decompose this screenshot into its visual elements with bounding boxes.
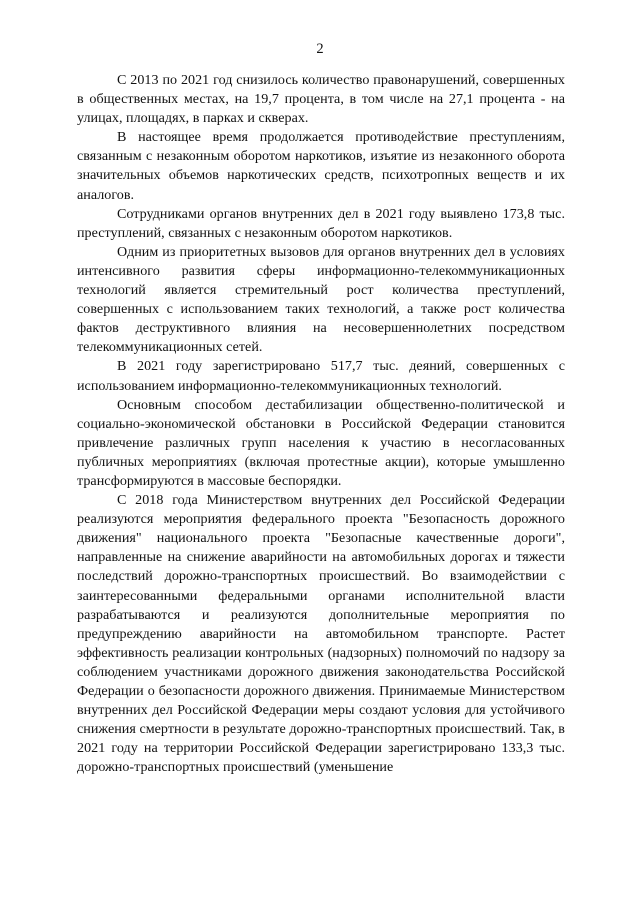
paragraph-ict-crime-challenge: Одним из приоритетных вызовов для органов внутренних дел в условиях интенсивного развития сферы информационно-телекоммуникационных технологий является стремительный рост количества преступлений, совершенных с использованием таких технологий, а также рост количества фактов деструктивного влияния на несовершеннолетних посредством телекоммуникационных сетей. xyxy=(77,243,565,356)
paragraph-destabilization: Основным способом дестабилизации общественно-политической и социально-экономической обстановки в Российской Федерации становится привлечение различных групп населения к участию в несогласованных публичных мероприятиях (включая протестные акции), которые умышленно трансформируются в массовые беспорядки. xyxy=(77,396,565,489)
paragraph-road-safety-project: С 2018 года Министерством внутренних дел Российской Федерации реализуются мероприятия федерального проекта "Безопасность дорожного движения" национального проекта "Безопасные качественные дороги", направленные на снижение аварийности на автомобильных дорогах и тяжести последствий дорожно-транспортных происшествий. Во взаимодействии с заинтересованными федеральными органами исполнительной власти разрабатываются и реализуются дополнительные мероприятия по предупреждению аварийности на автомобильном транспорте. Растет эффективность реализации контрольных (надзорных) полномочий по надзору за соблюдением участниками дорожного движения законодательства Российской Федерации о безопасности дорожного движения. Принимаемые Министерством внутренних дел Российской Федерации меры создают условия для устойчивого снижения смертности в результате дорожно-транспортных происшествий. Так, в 2021 году на территории Российской Федерации зарегистрировано 133,3 тыс. дорожно-транспортных происшествий (уменьшение xyxy=(77,492,565,776)
page-number: 2 xyxy=(316,41,324,57)
paragraph-ict-crimes-registered: В 2021 году зарегистрировано 517,7 тыс. деяний, совершенных с использованием информационно-телекоммуникационных технологий. xyxy=(77,358,565,394)
paragraph-offenses-public-places: С 2013 по 2021 год снизилось количество правонарушений, совершенных в общественных местах, на 19,7 процента, в том числе на 27,1 процента - на улицах, площадях, в парках и скверах. xyxy=(77,72,565,127)
paragraph-drug-trafficking-countermeasures: В настоящее время продолжается противодействие преступлениям, связанным с незаконным оборотом наркотиков, изъятие из незаконного оборота значительных объемов наркотических средств, психотропных веществ и их аналогов. xyxy=(77,129,565,203)
paragraph-drug-crimes-detected: Сотрудниками органов внутренних дел в 2021 году выявлено 173,8 тыс. преступлений, связанных с незаконным оборотом наркотиков. xyxy=(77,205,565,241)
body-text xyxy=(77,71,565,777)
